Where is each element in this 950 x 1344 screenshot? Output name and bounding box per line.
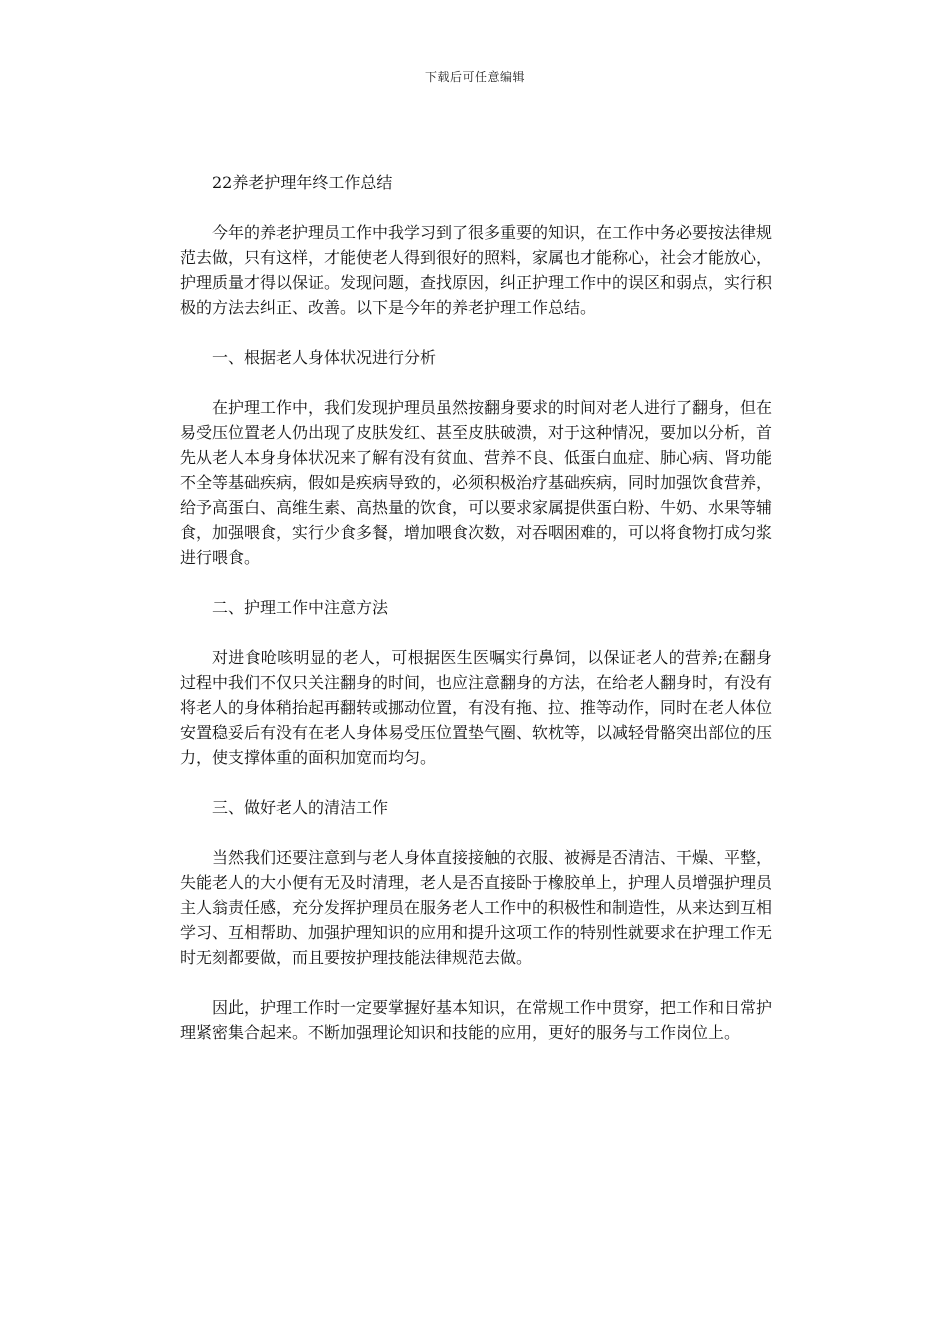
intro-paragraph: 今年的养老护理员工作中我学习到了很多重要的知识，在工作中务必要按法律规范去做，只有这样，才能使老人得到很好的照料，家属也才能称心，社会才能放心，护理质量才得以保证。发现问题，查找原因，纠正护理工作中的误区和弱点，实行积极的方法去纠正、改善。以下是今年的养老护理工作总结。	[180, 223, 773, 317]
document-body	[180, 170, 772, 1070]
conclusion-paragraph: 因此，护理工作时一定要掌握好基本知识，在常规工作中贯穿，把工作和日常护理紧密集合起来。不断加强理论知识和技能的应用，更好的服务与工作岗位上。	[180, 998, 773, 1042]
section-body-2: 对进食呛咳明显的老人，可根据医生医嘱实行鼻饲，以保证老人的营养;在翻身过程中我们不仅只关注翻身的时间，也应注意翻身的方法，在给老人翻身时，有没有将老人的身体稍抬起再翻转或挪动位置，有没有拖、拉、推等动作，同时在老人体位安置稳妥后有没有在老人身体易受压位置垫气圈、软枕等，以减轻骨骼突出部位的压力，使支撑体重的面积加宽而均匀。	[180, 648, 773, 767]
section-body-1: 在护理工作中，我们发现护理员虽然按翻身要求的时间对老人进行了翻身，但在易受压位置老人仍出现了皮肤发红、甚至皮肤破溃，对于这种情况，要加以分析，首先从老人本身身体状况来了解有没有贫血、营养不良、低蛋白血症、肺心病、肾功能不全等基础疾病，假如是疾病导致的，必须积极治疗基础疾病，同时加强饮食营养，给予高蛋白、高维生素、高热量的饮食，可以要求家属提供蛋白粉、牛奶、水果等辅食，加强喂食，实行少食多餐，增加喂食次数，对吞咽困难的，可以将食物打成匀浆进行喂食。	[180, 398, 773, 567]
section-heading-3: 三、做好老人的清洁工作	[212, 798, 389, 817]
document-title: 22养老护理年终工作总结	[212, 173, 393, 192]
page-header-note: 下载后可任意编辑	[424, 70, 525, 84]
section-heading-2: 二、护理工作中注意方法	[212, 598, 389, 617]
section-body-3: 当然我们还要注意到与老人身体直接接触的衣服、被褥是否清洁、干燥、平整，失能老人的大小便有无及时清理，老人是否直接卧于橡胶单上，护理人员增强护理员主人翁责任感，充分发挥护理员在服务老人工作中的积极性和制造性，从来达到互相学习、互相帮助、加强护理知识的应用和提升这项工作的特别性就要求在护理工作无时无刻都要做，而且要按护理技能法律规范去做。	[180, 848, 773, 967]
section-heading-1: 一、根据老人身体状况进行分析	[212, 348, 437, 367]
